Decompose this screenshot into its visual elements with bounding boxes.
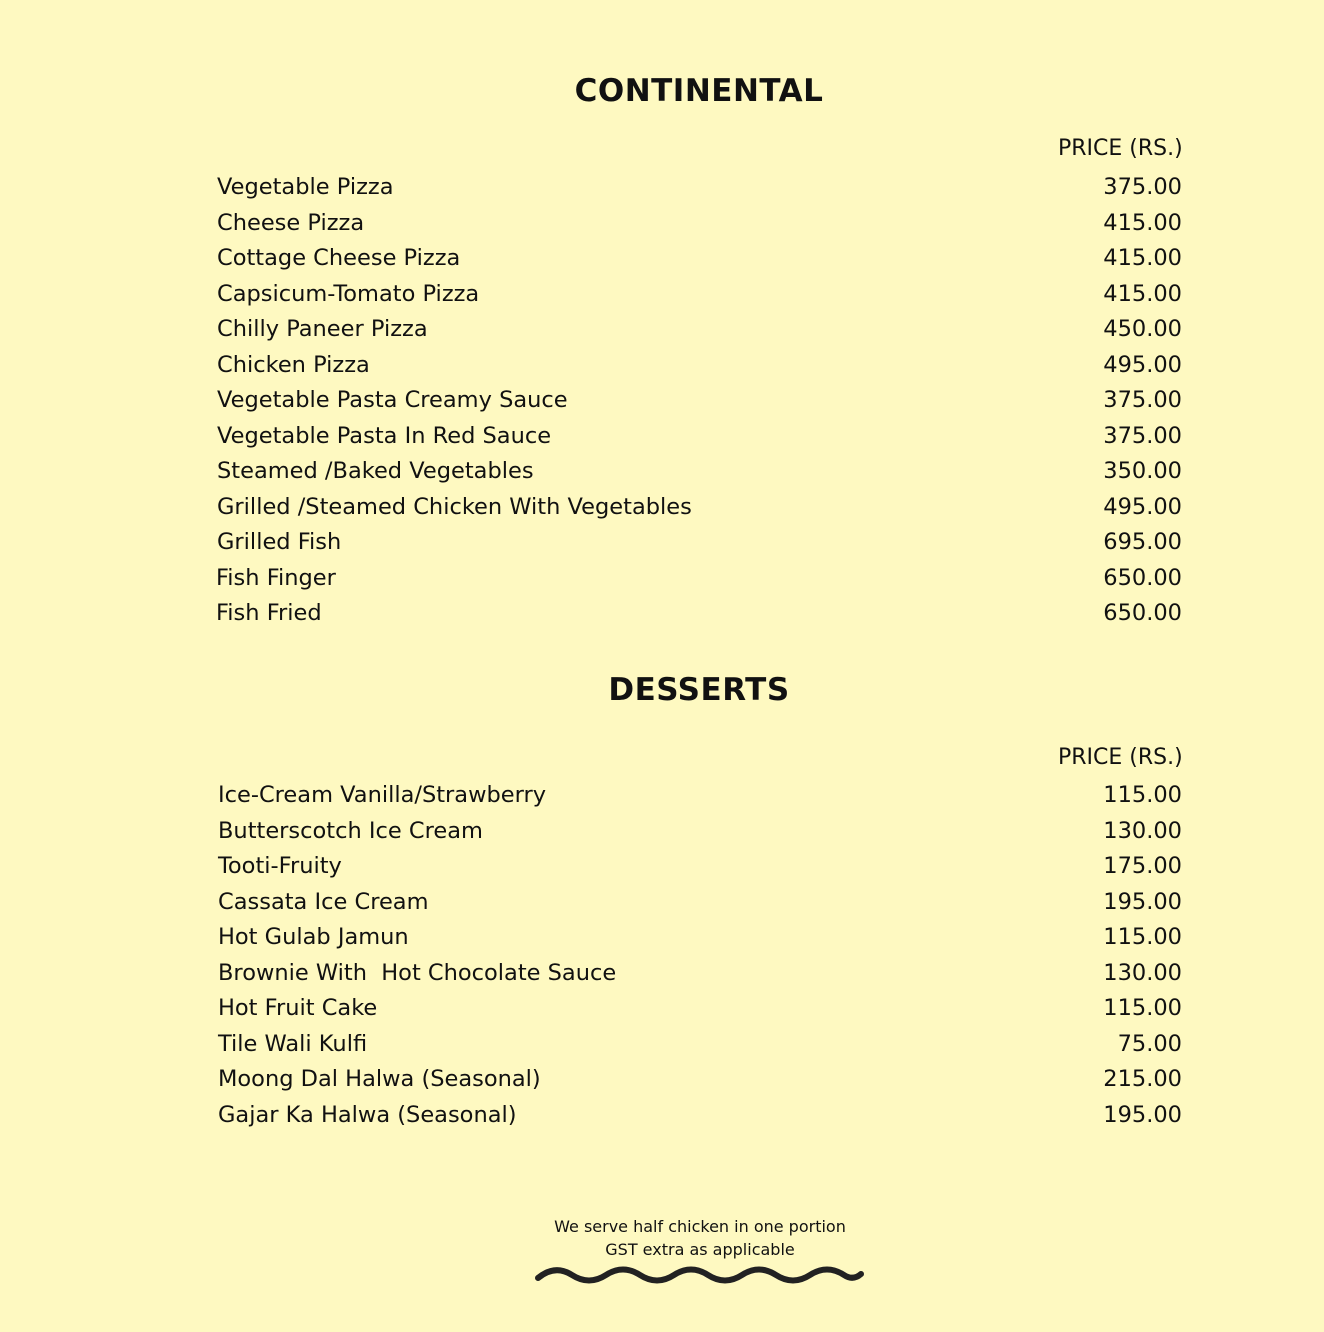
item-price: 195.00 <box>1103 888 1182 915</box>
desserts-menu-list <box>0 778 1324 1133</box>
footer-notes <box>436 1215 964 1261</box>
footer-line-chicken-portion: We serve half chicken in one portion <box>554 1217 846 1236</box>
menu-item <box>0 596 1324 632</box>
wave-divider-icon <box>535 1264 865 1286</box>
menu-item <box>0 312 1324 348</box>
menu-item <box>0 885 1324 921</box>
menu-item <box>0 206 1324 242</box>
item-price: 175.00 <box>1103 853 1182 879</box>
item-name: Vegetable Pasta In Red Sauce <box>217 422 552 449</box>
item-name: Gajar Ka Halwa (Seasonal) <box>218 1101 517 1128</box>
item-name: Ice-Cream Vanilla/Strawberry <box>218 782 547 808</box>
item-name: Tooti-Fruity <box>218 853 342 879</box>
item-name: Chilly Paneer Pizza <box>217 316 428 342</box>
desserts-title: DESSERTS <box>608 672 790 708</box>
menu-item <box>0 490 1324 526</box>
item-price: 195.00 <box>1103 1101 1182 1128</box>
item-price: 495.00 <box>1103 351 1182 378</box>
item-name: Chicken Pizza <box>217 351 370 378</box>
item-price: 375.00 <box>1103 422 1182 449</box>
menu-item <box>0 454 1324 490</box>
menu-item <box>0 561 1324 597</box>
desserts-price-header: PRICE (RS.) <box>1058 745 1183 770</box>
item-name: Steamed /Baked Vegetables <box>217 458 534 484</box>
footer-line-gst: GST extra as applicable <box>605 1240 795 1259</box>
menu-item <box>0 277 1324 313</box>
item-price: 450.00 <box>1103 316 1182 342</box>
item-price: 650.00 <box>1103 600 1182 626</box>
menu-item <box>0 383 1324 419</box>
menu-item <box>0 525 1324 561</box>
menu-item <box>0 991 1324 1027</box>
item-price: 130.00 <box>1103 817 1182 844</box>
menu-item <box>0 1027 1324 1063</box>
continental-menu-list <box>0 170 1324 632</box>
menu-item <box>0 814 1324 850</box>
item-name: Vegetable Pizza <box>217 174 394 200</box>
item-name: Grilled Fish <box>217 529 342 555</box>
item-price: 75.00 <box>1117 1030 1182 1057</box>
item-name: Fish Fried <box>216 600 322 626</box>
menu-item <box>0 348 1324 384</box>
continental-price-header: PRICE (RS.) <box>1058 136 1183 161</box>
menu-item <box>0 419 1324 455</box>
item-name: Moong Dal Halwa (Seasonal) <box>218 1066 541 1092</box>
item-name: Tile Wali Kulfi <box>218 1030 368 1057</box>
item-name: Hot Fruit Cake <box>218 995 378 1021</box>
menu-item <box>0 170 1324 206</box>
item-price: 415.00 <box>1103 209 1182 236</box>
item-price: 215.00 <box>1103 1066 1182 1092</box>
menu-item <box>0 956 1324 992</box>
item-price: 350.00 <box>1103 458 1182 484</box>
continental-title: CONTINENTAL <box>574 73 824 109</box>
item-price: 650.00 <box>1103 564 1182 591</box>
item-name: Cottage Cheese Pizza <box>217 245 461 271</box>
menu-item <box>0 1098 1324 1134</box>
item-name: Cassata Ice Cream <box>218 888 429 915</box>
item-name: Hot Gulab Jamun <box>218 924 409 950</box>
item-price: 415.00 <box>1103 245 1182 271</box>
item-name: Capsicum-Tomato Pizza <box>217 280 480 307</box>
item-price: 415.00 <box>1103 280 1182 307</box>
menu-item <box>0 1062 1324 1098</box>
item-price: 375.00 <box>1103 174 1182 200</box>
menu-item <box>0 778 1324 814</box>
item-name: Brownie With Hot Chocolate Sauce <box>218 959 617 986</box>
menu-item <box>0 849 1324 885</box>
item-name: Vegetable Pasta Creamy Sauce <box>217 387 568 413</box>
item-name: Fish Finger <box>216 564 336 591</box>
item-name: Cheese Pizza <box>217 209 365 236</box>
item-price: 115.00 <box>1103 924 1182 950</box>
item-price: 495.00 <box>1103 493 1182 520</box>
item-name: Butterscotch Ice Cream <box>218 817 483 844</box>
item-price: 375.00 <box>1103 387 1182 413</box>
item-price: 115.00 <box>1103 782 1182 808</box>
item-price: 130.00 <box>1103 959 1182 986</box>
menu-item <box>0 241 1324 277</box>
item-name: Grilled /Steamed Chicken With Vegetables <box>217 493 692 520</box>
menu-item <box>0 920 1324 956</box>
item-price: 695.00 <box>1103 529 1182 555</box>
item-price: 115.00 <box>1103 995 1182 1021</box>
